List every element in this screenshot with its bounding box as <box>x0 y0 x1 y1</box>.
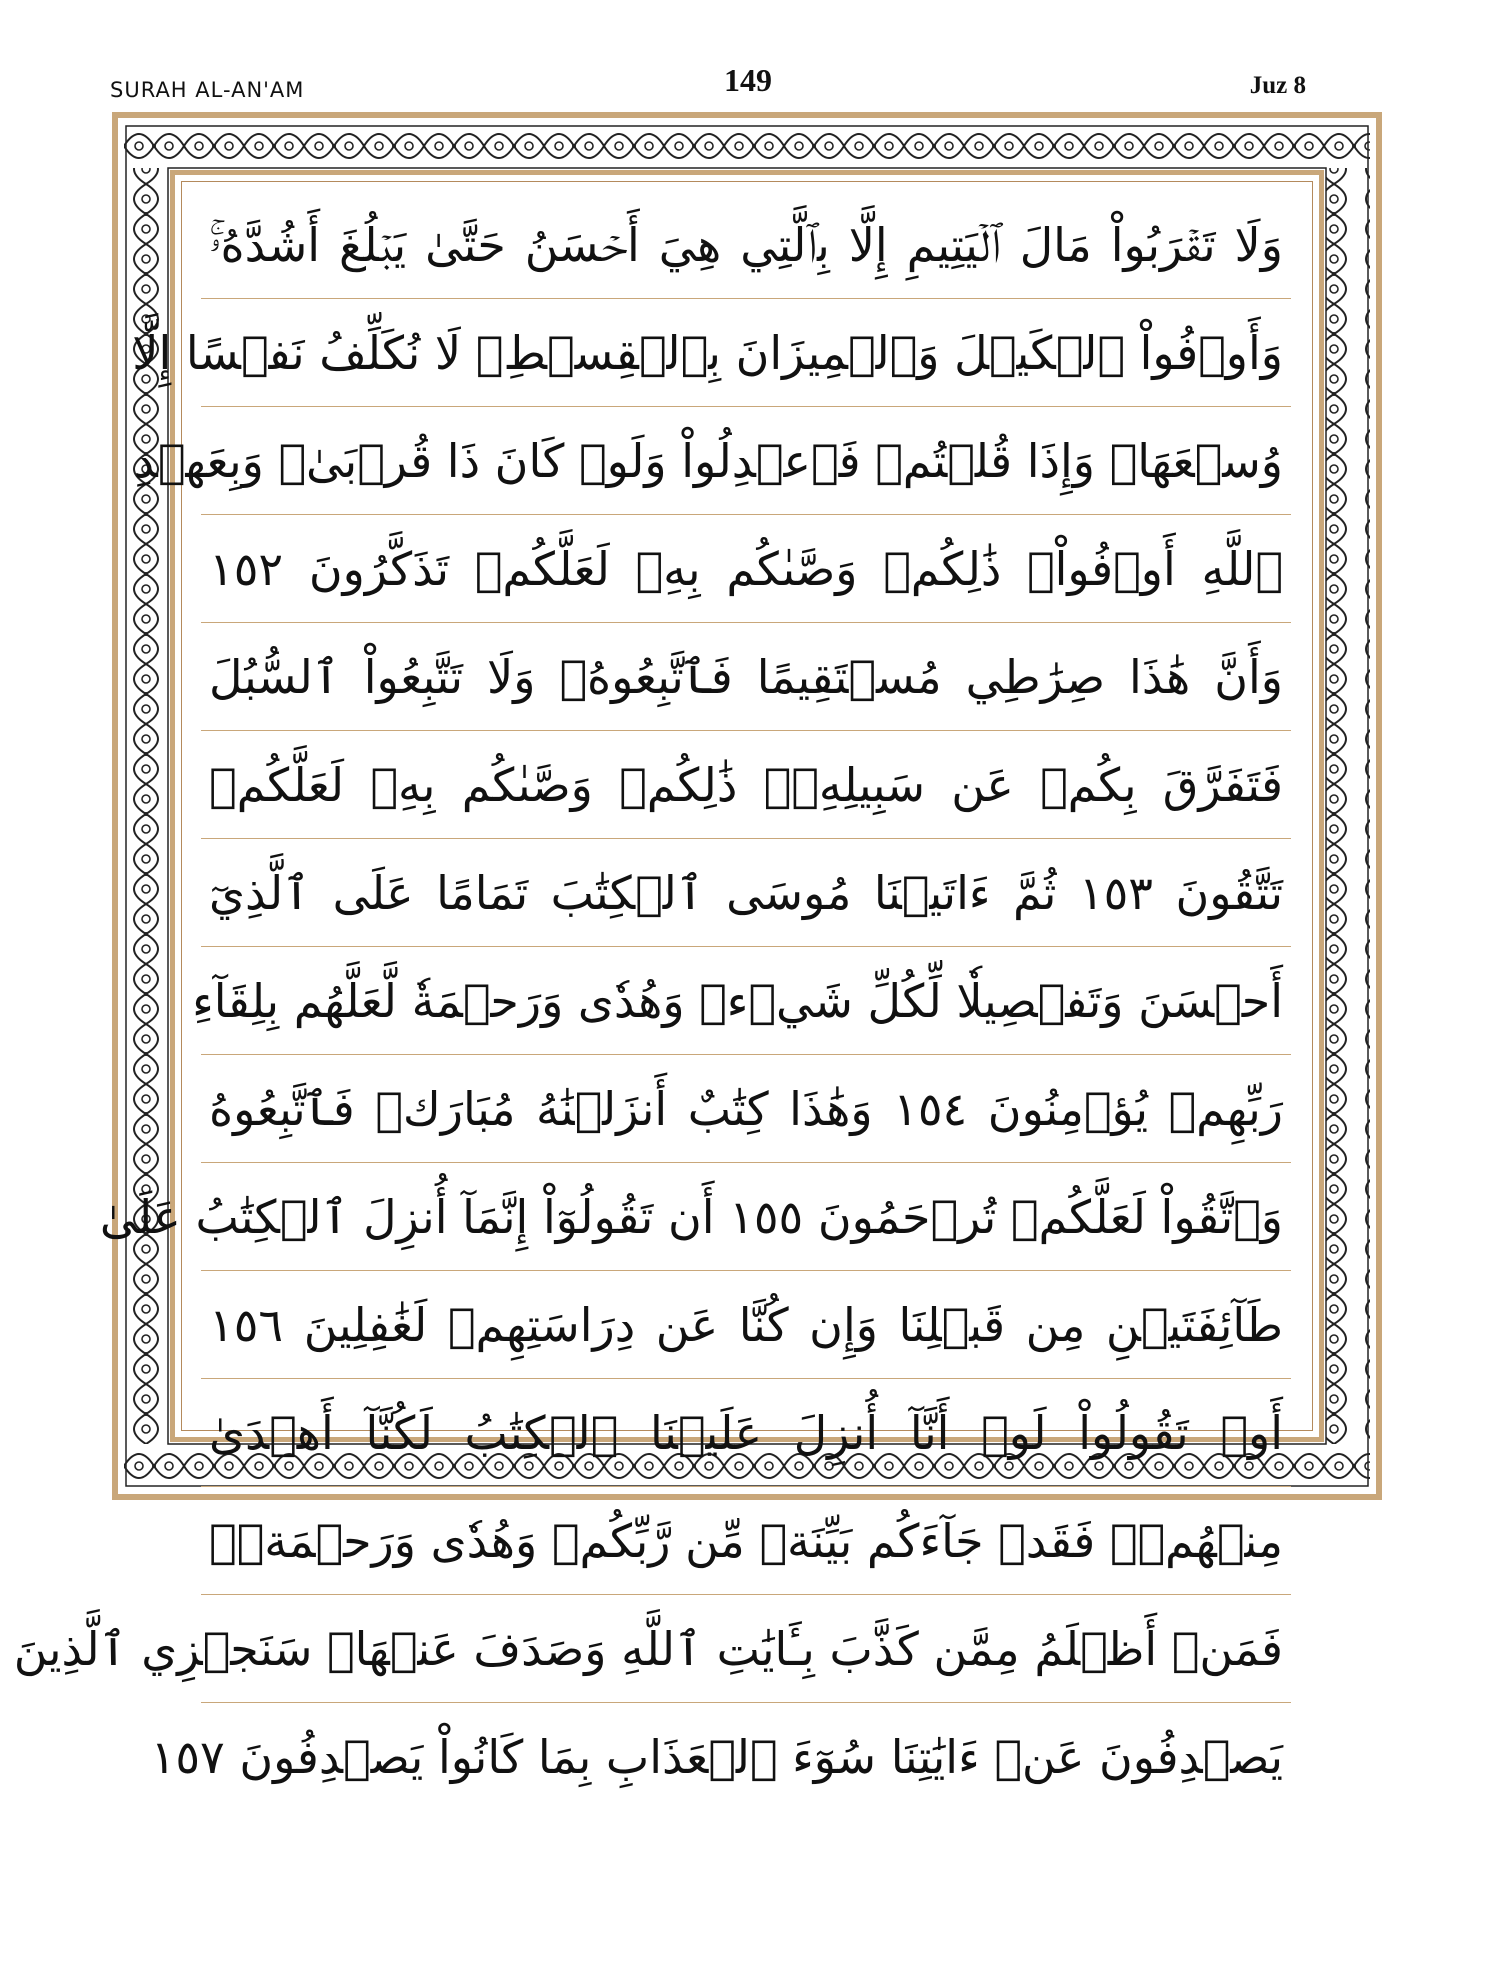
juz-label: Juz 8 <box>1249 72 1306 99</box>
text-panel <box>13 170 1324 1784</box>
verse-line: تَتَّقُونَ ١٥٣ ثُمَّ ءَاتَيۡنَا مُوسَى ٱلۡكِتَٰبَ تَمَامًا عَلَى ٱلَّذِيٓ <box>201 839 1291 947</box>
verse-text-area <box>13 191 1291 1784</box>
verse-line: ٱللَّهِ أَوۡفُواْۚ ذَٰلِكُمۡ وَصَّىٰكُم بِهِۦ لَعَلَّكُمۡ تَذَكَّرُونَ ١٥٢ <box>201 515 1291 623</box>
verse-line: فَتَفَرَّقَ بِكُمۡ عَن سَبِيلِهِۦۚ ذَٰلِكُمۡ وَصَّىٰكُم بِهِۦ لَعَلَّكُمۡ <box>201 731 1291 839</box>
verse-line: وَأَوۡفُواْ ٱلۡكَيۡلَ وَٱلۡمِيزَانَ بِٱلۡقِسۡطِۖ لَا نُكَلِّفُ نَفۡسًا إِلَّا <box>201 299 1291 407</box>
verse-line: وُسۡعَهَاۖ وَإِذَا قُلۡتُمۡ فَٱعۡدِلُواْ وَلَوۡ كَانَ ذَا قُرۡبَىٰۖ وَبِعَهۡدِ <box>201 407 1291 515</box>
verse-line: طَآئِفَتَيۡنِ مِن قَبۡلِنَا وَإِن كُنَّا عَن دِرَاسَتِهِمۡ لَغَٰفِلِينَ ١٥٦ <box>201 1271 1291 1379</box>
verse-line: فَمَنۡ أَظۡلَمُ مِمَّن كَذَّبَ بِـَٔايَٰتِ ٱللَّهِ وَصَدَفَ عَنۡهَاۗ سَنَجۡزِي ٱلَّذِينَ <box>201 1595 1291 1703</box>
page-header <box>0 0 1496 110</box>
verse-line: أَوۡ تَقُولُواْ لَوۡ أَنَّآ أُنزِلَ عَلَيۡنَا ٱلۡكِتَٰبُ لَكُنَّآ أَهۡدَىٰ <box>201 1379 1291 1487</box>
verse-line: أَحۡسَنَ وَتَفۡصِيلٗا لِّكُلِّ شَيۡءٖ وَهُدٗى وَرَحۡمَةٗ لَّعَلَّهُم بِلِقَآءِ <box>201 947 1291 1055</box>
verse-line: مِنۡهُمۡۚ فَقَدۡ جَآءَكُم بَيِّنَةٞ مِّن رَّبِّكُمۡ وَهُدٗى وَرَحۡمَةٞۚ <box>201 1487 1291 1595</box>
page-number: 149 <box>724 62 772 98</box>
verse-line: يَصۡدِفُونَ عَنۡ ءَايَٰتِنَا سُوٓءَ ٱلۡعَذَابِ بِمَا كَانُواْ يَصۡدِفُونَ ١٥٧ <box>150 1730 1283 1784</box>
verse-line: وَأَنَّ هَٰذَا صِرَٰطِي مُسۡتَقِيمًا فَٱتَّبِعُوهُۖ وَلَا تَتَّبِعُواْ ٱلسُّبُلَ <box>201 623 1291 731</box>
verse-line: وَٱتَّقُواْ لَعَلَّكُمۡ تُرۡحَمُونَ ١٥٥ أَن تَقُولُوٓاْ إِنَّمَآ أُنزِلَ ٱلۡكِتَٰبُ عَلَىٰ <box>201 1163 1291 1271</box>
ornamental-frame <box>13 112 1382 1784</box>
verse-line: رَبِّهِمۡ يُؤۡمِنُونَ ١٥٤ وَهَٰذَا كِتَٰبٌ أَنزَلۡنَٰهُ مُبَارَكٞ فَٱتَّبِعُوهُ <box>201 1055 1291 1163</box>
verse-line: وَلَا تَقۡرَبُواْ مَالَ ٱلۡيَتِيمِ إِلَّا بِٱلَّتِي هِيَ أَحۡسَنُ حَتَّىٰ يَبۡلُغَ أَشُدَّهُۥۚ <box>201 191 1291 299</box>
surah-name: SURAH AL-AN'AM <box>110 78 305 102</box>
